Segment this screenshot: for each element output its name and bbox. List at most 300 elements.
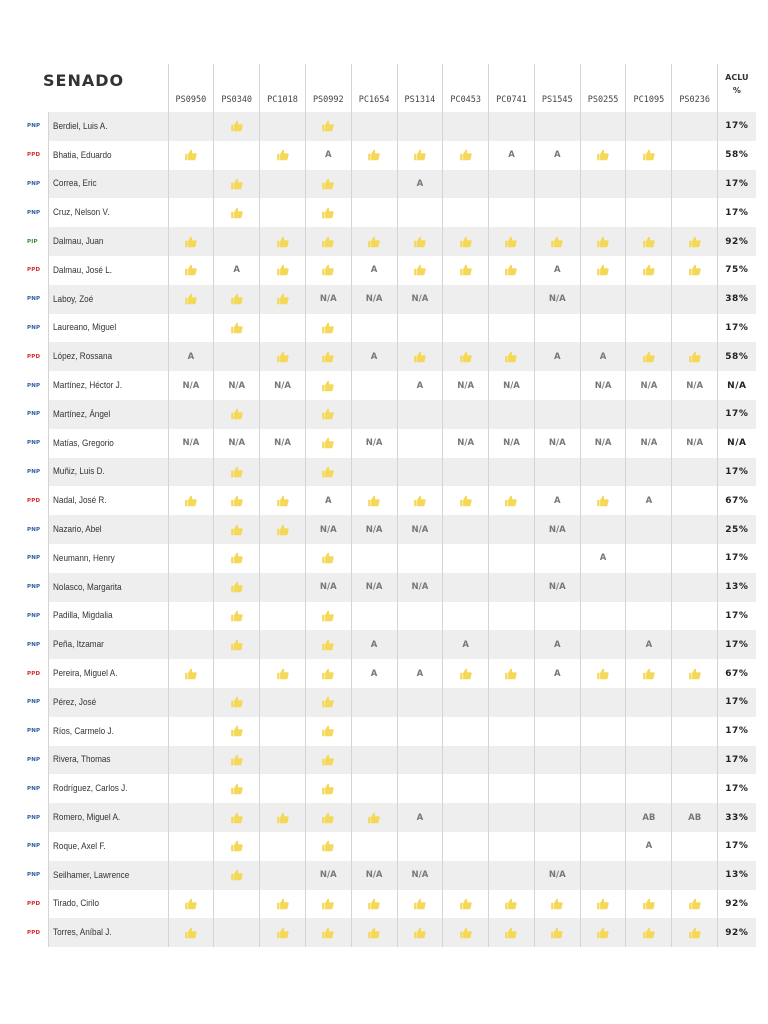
thumbs-up-icon — [413, 264, 427, 276]
vote-cell — [489, 458, 535, 487]
senator-name: Correa, Eric — [52, 178, 97, 190]
vote-cell — [626, 112, 672, 141]
vote-cell — [260, 717, 306, 746]
vote-cell — [626, 371, 672, 400]
vote-cell — [672, 170, 718, 199]
vote-cell — [214, 861, 260, 890]
thumbs-up-icon — [230, 812, 244, 824]
bill-header-ps0992: PS0992 — [305, 64, 351, 112]
thumbs-up-icon — [413, 236, 427, 248]
thumbs-up-icon — [367, 495, 381, 507]
vote-cell — [672, 573, 718, 602]
vote-cell — [489, 659, 535, 688]
thumbs-up-icon — [688, 351, 702, 363]
aclu-score: 38% — [718, 285, 756, 314]
senator-name: Rodríguez, Carlos J. — [52, 783, 127, 795]
vote-cell — [534, 918, 580, 947]
vote-cell — [626, 630, 672, 659]
vote-cell — [443, 515, 489, 544]
vote-cell — [534, 688, 580, 717]
bill-header-ps1545: PS1545 — [534, 64, 580, 112]
vote-cell — [397, 774, 443, 803]
vote-cell — [534, 774, 580, 803]
vote-cell — [489, 746, 535, 775]
vote-cell — [489, 256, 535, 285]
vote-cell — [305, 717, 351, 746]
vote-mark: A — [416, 812, 424, 823]
vote-cell — [534, 659, 580, 688]
thumbs-up-icon — [688, 236, 702, 248]
bill-header-ps0255: PS0255 — [580, 64, 626, 112]
vote-cell — [580, 717, 626, 746]
vote-cell — [305, 112, 351, 141]
vote-cell — [534, 832, 580, 861]
vote-cell — [626, 458, 672, 487]
vote-cell — [260, 227, 306, 256]
thumbs-up-icon — [184, 898, 198, 910]
vote-cell — [397, 314, 443, 343]
vote-cell — [305, 544, 351, 573]
vote-cell — [580, 573, 626, 602]
thumbs-up-icon — [596, 264, 610, 276]
table-row — [24, 400, 756, 429]
thumbs-up-icon — [230, 120, 244, 132]
vote-cell — [489, 688, 535, 717]
vote-cell — [305, 486, 351, 515]
vote-cell — [260, 573, 306, 602]
senator-name: Roque, Axel F. — [52, 840, 106, 852]
page-title: SENADO — [43, 71, 125, 90]
vote-cell — [534, 746, 580, 775]
vote-cell — [168, 803, 214, 832]
thumbs-up-icon — [276, 898, 290, 910]
thumbs-up-icon — [321, 437, 335, 449]
thumbs-up-icon — [276, 236, 290, 248]
vote-cell — [305, 861, 351, 890]
party-badge: PIP — [24, 227, 48, 256]
senator-name-cell — [48, 342, 168, 371]
thumbs-up-icon — [504, 236, 518, 248]
vote-cell — [672, 602, 718, 631]
party-badge: PNP — [24, 861, 48, 890]
vote-mark: A — [645, 495, 653, 506]
bill-header-ps0950: PS0950 — [168, 64, 214, 112]
vote-cell — [351, 371, 397, 400]
vote-cell — [489, 630, 535, 659]
vote-cell — [260, 688, 306, 717]
aclu-score: 17% — [718, 774, 756, 803]
table-row — [24, 803, 756, 832]
vote-cell — [672, 141, 718, 170]
thumbs-up-icon — [504, 668, 518, 680]
vote-cell — [168, 630, 214, 659]
thumbs-up-icon — [184, 927, 198, 939]
vote-cell — [397, 861, 443, 890]
vote-cell — [351, 573, 397, 602]
thumbs-up-icon — [504, 898, 518, 910]
table-row — [24, 774, 756, 803]
thumbs-up-icon — [276, 812, 290, 824]
vote-cell — [260, 515, 306, 544]
senator-name-cell — [48, 803, 168, 832]
vote-cell — [672, 659, 718, 688]
vote-cell — [260, 371, 306, 400]
vote-cell — [351, 342, 397, 371]
vote-cell — [397, 458, 443, 487]
vote-cell — [168, 544, 214, 573]
vote-cell — [489, 803, 535, 832]
vote-mark: N/A — [182, 438, 200, 449]
vote-cell — [443, 717, 489, 746]
vote-cell — [534, 227, 580, 256]
vote-mark: N/A — [411, 524, 429, 535]
vote-cell — [672, 774, 718, 803]
vote-cell — [351, 602, 397, 631]
table-row — [24, 659, 756, 688]
vote-cell — [397, 890, 443, 919]
vote-cell — [214, 342, 260, 371]
senator-name-cell — [48, 314, 168, 343]
vote-cell — [351, 774, 397, 803]
thumbs-up-icon — [642, 236, 656, 248]
aclu-score: 67% — [718, 659, 756, 688]
party-badge: PNP — [27, 843, 41, 850]
vote-mark: N/A — [319, 294, 337, 305]
vote-cell — [443, 112, 489, 141]
thumbs-up-icon — [642, 149, 656, 161]
aclu-score: 17% — [718, 314, 756, 343]
vote-cell — [260, 285, 306, 314]
thumbs-up-icon — [230, 495, 244, 507]
vote-cell — [626, 659, 672, 688]
thumbs-up-icon — [321, 380, 335, 392]
vote-cell — [626, 342, 672, 371]
thumbs-up-icon — [504, 351, 518, 363]
vote-mark: A — [370, 668, 378, 679]
vote-cell — [351, 803, 397, 832]
vote-cell — [214, 371, 260, 400]
vote-cell — [214, 227, 260, 256]
vote-cell — [214, 314, 260, 343]
vote-cell — [397, 112, 443, 141]
vote-cell — [626, 803, 672, 832]
vote-cell — [580, 803, 626, 832]
thumbs-up-icon — [596, 149, 610, 161]
vote-cell — [351, 285, 397, 314]
vote-cell — [260, 429, 306, 458]
vote-cell — [672, 630, 718, 659]
table-row — [24, 602, 756, 631]
table-row — [24, 544, 756, 573]
aclu-score: 92% — [718, 918, 756, 947]
vote-mark: N/A — [548, 524, 566, 535]
aclu-score: 67% — [718, 486, 756, 515]
thumbs-up-icon — [459, 149, 473, 161]
vote-cell — [534, 890, 580, 919]
vote-cell — [580, 342, 626, 371]
vote-cell — [397, 141, 443, 170]
vote-cell — [305, 659, 351, 688]
senator-name-cell — [48, 429, 168, 458]
senator-name: Tirado, Cirilo — [52, 898, 99, 910]
vote-cell — [305, 314, 351, 343]
vote-cell — [626, 429, 672, 458]
vote-cell — [672, 314, 718, 343]
table-row — [24, 256, 756, 285]
vote-cell — [351, 256, 397, 285]
thumbs-up-icon — [230, 178, 244, 190]
table-row — [24, 314, 756, 343]
thumbs-up-icon — [459, 927, 473, 939]
vote-cell — [580, 198, 626, 227]
senator-name: Martínez, Ángel — [52, 408, 110, 420]
table-row — [24, 630, 756, 659]
vote-cell — [351, 515, 397, 544]
table-row — [24, 832, 756, 861]
thumbs-up-icon — [321, 408, 335, 420]
vote-cell — [305, 170, 351, 199]
vote-cell — [489, 573, 535, 602]
senator-name-cell — [48, 861, 168, 890]
party-badge: PNP — [24, 746, 48, 775]
senator-name: Peña, Itzamar — [52, 639, 104, 651]
thumbs-up-icon — [230, 466, 244, 478]
table-row — [24, 717, 756, 746]
vote-cell — [489, 861, 535, 890]
party-badge: PPD — [24, 342, 48, 371]
vote-cell — [168, 515, 214, 544]
vote-mark: A — [553, 150, 561, 161]
vote-cell — [580, 688, 626, 717]
thumbs-up-icon — [321, 552, 335, 564]
senator-name: Laboy, Zoé — [52, 293, 93, 305]
vote-cell — [489, 198, 535, 227]
vote-cell — [214, 659, 260, 688]
thumbs-up-icon — [184, 668, 198, 680]
thumbs-up-icon — [321, 178, 335, 190]
senator-name-cell — [48, 918, 168, 947]
thumbs-up-icon — [413, 927, 427, 939]
vote-cell — [534, 371, 580, 400]
party-badge: PPD — [24, 918, 48, 947]
vote-mark: N/A — [274, 380, 291, 391]
thumbs-up-icon — [413, 149, 427, 161]
vote-cell — [626, 861, 672, 890]
bill-header-ps0236: PS0236 — [672, 64, 718, 112]
senator-name: Berdiel, Luis A. — [52, 120, 108, 132]
vote-mark: A — [233, 265, 240, 276]
vote-cell — [351, 918, 397, 947]
thumbs-up-icon — [321, 696, 335, 708]
vote-cell — [305, 515, 351, 544]
vote-cell — [397, 746, 443, 775]
table-row — [24, 141, 756, 170]
vote-cell — [443, 371, 489, 400]
aclu-score: 13% — [718, 861, 756, 890]
thumbs-up-icon — [230, 581, 244, 593]
senator-name-cell — [48, 573, 168, 602]
party-badge: PPD — [27, 152, 41, 159]
vote-cell — [443, 630, 489, 659]
vote-cell — [534, 803, 580, 832]
aclu-score: N/A — [718, 429, 756, 458]
vote-cell — [626, 256, 672, 285]
thumbs-up-icon — [276, 264, 290, 276]
vote-mark: N/A — [548, 294, 566, 305]
thumbs-up-icon — [276, 927, 290, 939]
aclu-score: 25% — [718, 515, 756, 544]
vote-cell — [305, 774, 351, 803]
vote-cell — [443, 486, 489, 515]
thumbs-up-icon — [230, 610, 244, 622]
aclu-score: 17% — [718, 630, 756, 659]
vote-cell — [489, 774, 535, 803]
vote-cell — [168, 832, 214, 861]
vote-cell — [305, 342, 351, 371]
vote-cell — [351, 429, 397, 458]
vote-cell — [534, 458, 580, 487]
vote-cell — [397, 371, 443, 400]
vote-mark: N/A — [365, 582, 383, 593]
senator-name: Bhatia, Eduardo — [52, 149, 112, 161]
vote-cell — [672, 371, 718, 400]
aclu-score: 92% — [718, 890, 756, 919]
vote-cell — [214, 832, 260, 861]
vote-mark: A — [645, 841, 653, 852]
thumbs-up-icon — [596, 495, 610, 507]
vote-cell — [626, 227, 672, 256]
thumbs-up-icon — [550, 927, 564, 939]
vote-cell — [534, 400, 580, 429]
vote-cell — [534, 573, 580, 602]
vote-cell — [260, 918, 306, 947]
vote-mark: A — [416, 380, 424, 391]
table-row — [24, 371, 756, 400]
thumbs-up-icon — [321, 927, 335, 939]
vote-mark: N/A — [228, 438, 246, 449]
table-row — [24, 198, 756, 227]
vote-cell — [443, 141, 489, 170]
thumbs-up-icon — [459, 236, 473, 248]
vote-cell — [260, 198, 306, 227]
thumbs-up-icon — [230, 524, 244, 536]
vote-cell — [305, 803, 351, 832]
vote-cell — [626, 918, 672, 947]
vote-cell — [580, 890, 626, 919]
vote-cell — [397, 573, 443, 602]
vote-cell — [351, 890, 397, 919]
party-badge: PNP — [24, 573, 48, 602]
vote-cell — [580, 861, 626, 890]
aclu-score: 17% — [718, 400, 756, 429]
thumbs-up-icon — [550, 898, 564, 910]
vote-cell — [397, 256, 443, 285]
vote-mark: A — [325, 150, 332, 161]
vote-cell — [214, 515, 260, 544]
thumbs-up-icon — [459, 351, 473, 363]
vote-cell — [214, 803, 260, 832]
vote-cell — [489, 890, 535, 919]
vote-mark: A — [416, 668, 424, 679]
thumbs-up-icon — [230, 322, 244, 334]
vote-cell — [305, 141, 351, 170]
vote-cell — [168, 717, 214, 746]
vote-cell — [672, 803, 718, 832]
vote-cell — [260, 112, 306, 141]
senator-name-cell — [48, 832, 168, 861]
senator-name-cell — [48, 256, 168, 285]
vote-cell — [580, 602, 626, 631]
vote-cell — [168, 659, 214, 688]
vote-cell — [305, 832, 351, 861]
thumbs-up-icon — [321, 725, 335, 737]
senator-name: Romero, Miguel A. — [52, 812, 120, 824]
vote-cell — [397, 659, 443, 688]
party-badge: PNP — [24, 112, 48, 141]
senator-name: Rivera, Thomas — [52, 754, 111, 766]
vote-cell — [351, 141, 397, 170]
vote-mark: A — [508, 150, 515, 161]
vote-cell — [672, 717, 718, 746]
thumbs-up-icon — [184, 264, 198, 276]
table-row — [24, 515, 756, 544]
vote-cell — [397, 429, 443, 458]
table-row — [24, 573, 756, 602]
vote-cell — [443, 573, 489, 602]
vote-cell — [672, 458, 718, 487]
vote-cell — [580, 918, 626, 947]
vote-cell — [672, 918, 718, 947]
vote-cell — [672, 198, 718, 227]
vote-cell — [626, 573, 672, 602]
aclu-score: 13% — [718, 573, 756, 602]
vote-cell — [489, 314, 535, 343]
bill-header-pc0453: PC0453 — [443, 64, 489, 112]
vote-mark: A — [553, 351, 561, 362]
aclu-score: 33% — [718, 803, 756, 832]
senator-name-cell — [48, 400, 168, 429]
table-row — [24, 112, 756, 141]
aclu-score: 92% — [718, 227, 756, 256]
vote-cell — [214, 486, 260, 515]
thumbs-up-icon — [642, 264, 656, 276]
vote-cell — [260, 630, 306, 659]
thumbs-up-icon — [413, 351, 427, 363]
vote-cell — [305, 256, 351, 285]
thumbs-up-icon — [230, 754, 244, 766]
vote-cell — [351, 832, 397, 861]
thumbs-up-icon — [550, 236, 564, 248]
vote-cell — [489, 342, 535, 371]
vote-cell — [168, 285, 214, 314]
thumbs-up-icon — [321, 840, 335, 852]
vote-cell — [260, 342, 306, 371]
vote-cell — [580, 832, 626, 861]
vote-mark: N/A — [319, 582, 337, 593]
senator-name-cell — [48, 515, 168, 544]
vote-cell — [351, 630, 397, 659]
senator-name-cell — [48, 198, 168, 227]
vote-cell — [168, 573, 214, 602]
vote-cell — [443, 803, 489, 832]
aclu-score: 17% — [718, 602, 756, 631]
vote-cell — [214, 918, 260, 947]
senator-name: Nadal, José R. — [52, 495, 107, 507]
vote-cell — [351, 486, 397, 515]
senator-name: Cruz, Nelson V. — [52, 207, 109, 219]
thumbs-up-icon — [230, 552, 244, 564]
senator-name-cell — [48, 371, 168, 400]
